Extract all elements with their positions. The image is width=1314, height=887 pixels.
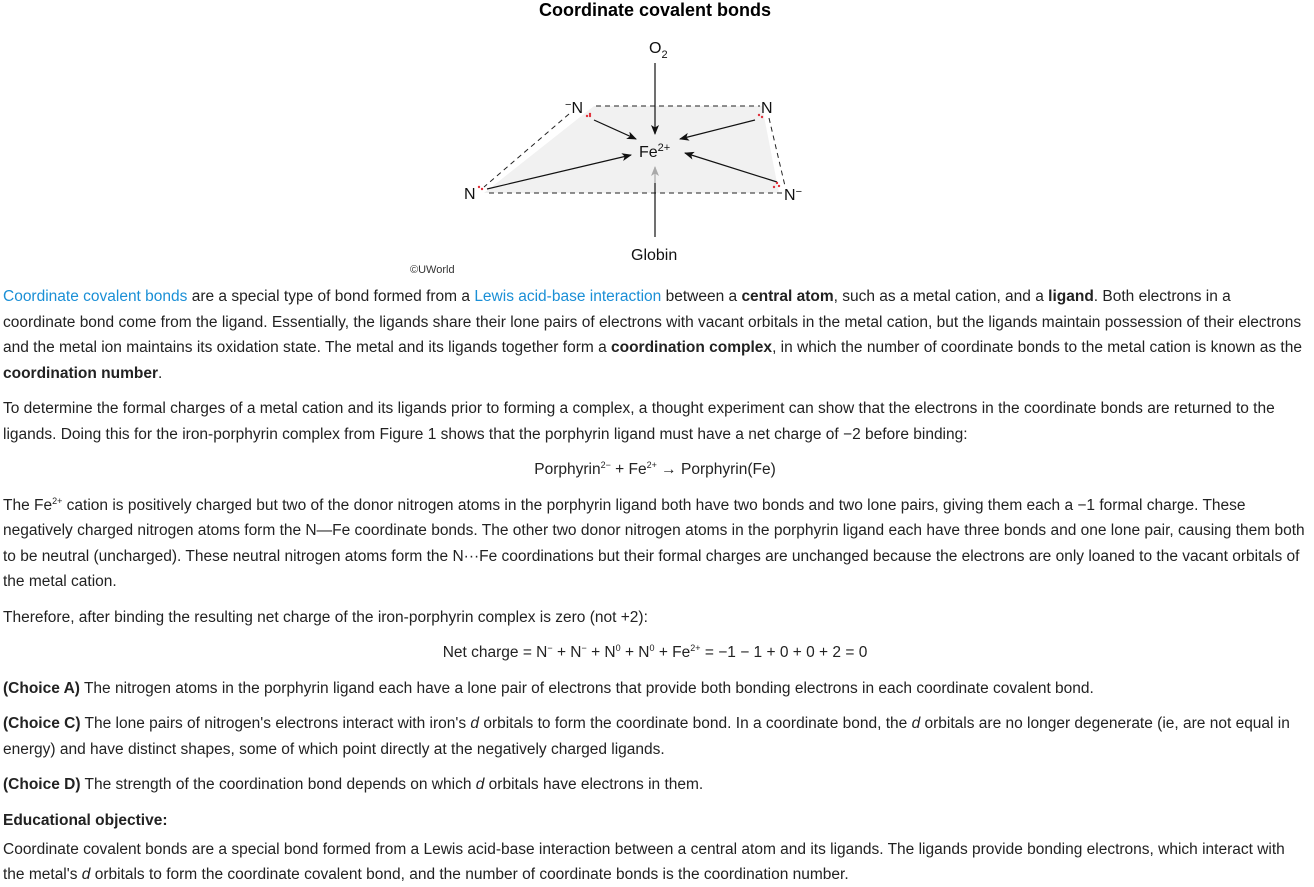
paragraph-fe-cation: The $Fe^{2+}$ cation is positively charged but two of the donor nitrogen atoms in the porphyrin ligand both have two bonds and two lone pairs, giving them each a −1 formal charge. These negatively charged nitrogen atoms form the N—Fe coordinate bonds. The other two donor nitrogen atoms in the porphyrin ligand each have three bonds and one lone pair, causing them both to be neutral (uncharged). These neutral nitrogen atoms form the N···Fe coordinations but their formal charges are unchanged because the electrons are only loaned to the vacant orbitals of the metal cation. (3, 495, 1305, 590)
paragraph-net-charge-intro: Therefore, after binding the resulting net charge of the iron-porphyrin complex is zero (not +2): (3, 608, 648, 626)
educational-objective-heading: Educational objective: (3, 811, 168, 829)
choice-d-label: (Choice D) (3, 776, 81, 793)
o2-label: $O_2$ (649, 40, 668, 61)
choice-a-label: (Choice A) (3, 679, 80, 697)
equation-net-charge: Net charge = $N^- + N^- + N^0 + N^0 + Fe^{2+} = -1 - 1 + 0 + 0 + 2 = 0$ (442, 643, 868, 661)
choice-c-explanation: (Choice C) The lone pairs of nitrogen's electrons interact with iron's d orbitals to form the coordinate bond. In a coordinate bond, the d orbitals are no longer degenerate (ie, are not equal in energy) and have distinct shapes, some of which point directly at the negatively charged ligands. (3, 715, 1290, 758)
n-top-right-label: N (761, 100, 773, 117)
link-lewis-acid-base[interactable]: Lewis acid-base interaction (474, 288, 662, 305)
globin-label: Globin (631, 247, 678, 264)
fe-label: $Fe^{2+}$ (639, 142, 671, 161)
coordinate-bond-figure (3, 22, 1307, 284)
choice-d-explanation: (Choice D) The strength of the coordination bond depends on which d orbitals have electrons in them. (3, 776, 704, 793)
figure-diagram (3, 22, 1307, 284)
n-top-left-label: −N (565, 99, 583, 117)
explanation-page (3, 0, 1307, 887)
choice-a-explanation: (Choice A) The nitrogen atoms in the porphyrin ligand each have a lone pair of electrons that provide both bonding electrons in each coordinate covalent bond. (3, 679, 1094, 697)
n-bottom-left-label: N (464, 186, 476, 203)
n-bottom-right-label: N− (784, 186, 802, 204)
paragraph-formal-charges: To determine the formal charges of a metal cation and its ligands prior to forming a complex, a thought experiment can show that the electrons in the coordinate bonds are returned to the ligands. Doing this for the iron-porphyrin complex from Figure 1 shows that the porphyrin ligand must have a net charge of −2 before binding: (3, 400, 1275, 443)
paragraph-coordinate-bonds: Coordinate covalent bonds are a special type of bond formed from a Lewis acid-base interaction between a central atom, such as a metal cation, and a ligand. Both electrons in a coordinate bond come from the ligand. Essentially, the ligands share their lone pairs of electrons with vacant orbitals in the metal cation, but the ligands maintain possession of their electrons and the metal ion maintains its oxidation state. The metal and its ligands together form a coordination complex, in which the number of coordinate bonds to the metal cation is known as the coordination number. (3, 288, 1302, 382)
choice-c-label: (Choice C) (3, 715, 81, 732)
copyright-label: ©UWorld (410, 264, 455, 276)
figure-title: Coordinate covalent bonds (538, 0, 772, 20)
link-coordinate-covalent-bonds[interactable]: Coordinate covalent bonds (3, 288, 188, 305)
equation-porphyrin-binding: Porphyrin$^{2-}$ + $Fe^{2+}$ → Porphyrin(Fe) (534, 460, 776, 478)
educational-objective-text: Coordinate covalent bonds are a special bond formed from a Lewis acid-base interaction between a central atom and its ligands. The ligands provide bonding electrons, which interact with the metal's d orbitals to form the coordinate covalent bond, and the number of coordinate bonds is the coordination number. (3, 841, 1285, 883)
